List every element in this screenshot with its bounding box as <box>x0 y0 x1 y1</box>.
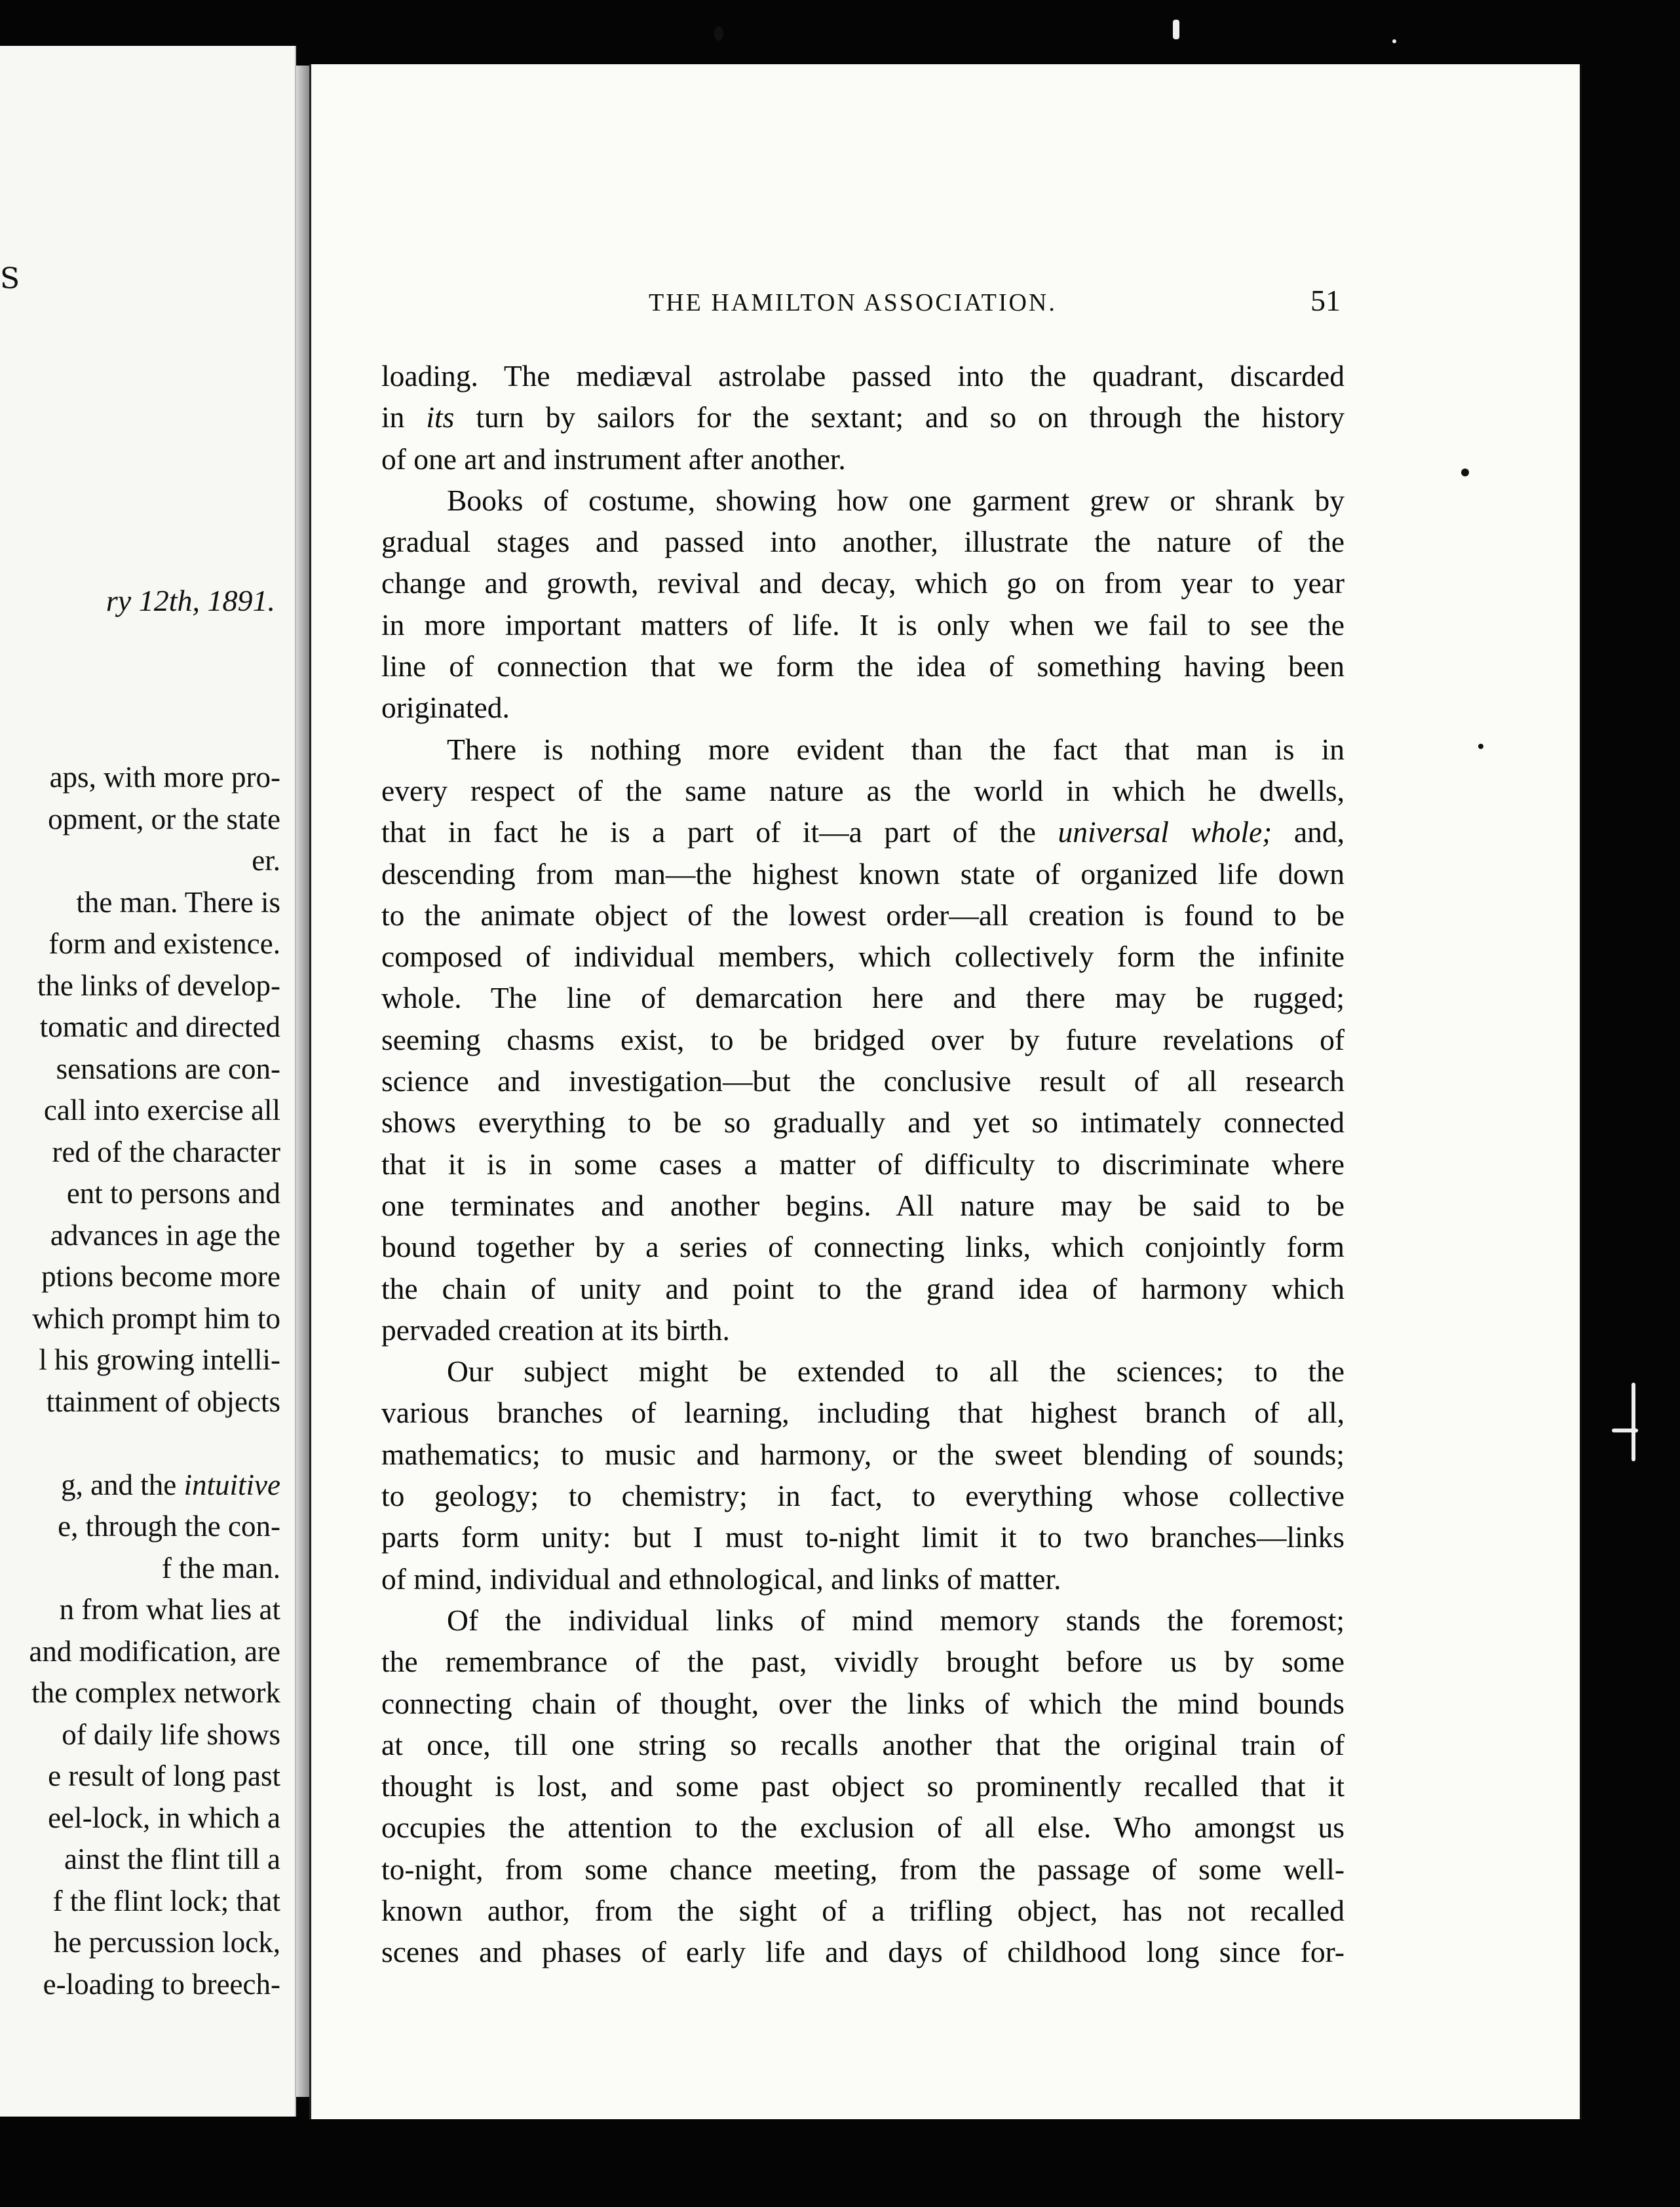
body-text-line: the remembrance of the past, vividly brought before us by some <box>381 1645 1345 1679</box>
page-number: 51 <box>1310 284 1341 317</box>
left-text-line: the complex network <box>31 1676 280 1709</box>
body-text-line: to the animate object of the lowest order—all creation is found to be <box>381 898 1345 932</box>
body-text-line <box>381 811 1345 853</box>
left-text-line: and modification, are <box>29 1634 280 1668</box>
body-text-line: parts form unity: but I must to-night limit it to two branches—links <box>381 1520 1345 1554</box>
body-text-line: pervaded creation at its birth. <box>381 1313 730 1347</box>
body-text-line: descending from man—the highest known state of organized life down <box>381 856 1345 891</box>
left-text-line: f the man. <box>161 1551 280 1584</box>
left-text-line: e, through the con- <box>58 1510 280 1543</box>
left-page-fragment <box>0 46 296 2117</box>
left-text-line: er. <box>252 844 280 877</box>
body-text-line: occupies the attention to the exclusion of all else. Who amongst us <box>381 1811 1345 1845</box>
left-text-line: n from what lies at <box>59 1593 280 1626</box>
body-text-line: every respect of the same nature as the world in which he dwells, <box>381 773 1345 807</box>
left-text-line: call into exercise all <box>43 1094 280 1126</box>
scan-speck <box>1173 20 1179 39</box>
left-text-line: e-loading to breech- <box>43 1967 280 2001</box>
body-text-line: to-night, from some chance meeting, from the passage of some well- <box>381 1852 1345 1886</box>
left-text-line: l his growing intelli- <box>39 1343 280 1376</box>
body-text-line: in more important matters of life. It is only when we fail to see the <box>381 607 1345 642</box>
body-text-segment: and, <box>1272 815 1345 849</box>
body-text-line: There is nothing more evident than the fact that man is in <box>447 732 1345 766</box>
body-text-line: the chain of unity and point to the grand idea of harmony which <box>381 1271 1345 1305</box>
body-text-line: one terminates and another begins. All nature may be said to be <box>381 1188 1345 1222</box>
left-italic-word: intuitive <box>183 1468 280 1501</box>
left-text-line: which prompt him to <box>32 1301 280 1335</box>
body-text-line: that it is in some cases a matter of difficulty to discriminate where <box>381 1147 1345 1181</box>
left-text-line: aps, with more pro- <box>49 761 280 794</box>
body-italic-phrase: its <box>426 400 455 434</box>
body-text-line: originated. <box>381 691 510 725</box>
left-text-line: red of the character <box>52 1135 280 1168</box>
left-text-line: ptions become more <box>41 1260 280 1293</box>
left-text-line: e result of long past <box>48 1759 280 1792</box>
left-running-head-fragment: S <box>0 262 20 296</box>
body-text-line: gradual stages and passed into another, illustrate the nature of the <box>381 525 1345 559</box>
left-text-line: ent to persons and <box>66 1177 280 1210</box>
body-text-line <box>381 396 1345 438</box>
body-text-line: change and growth, revival and decay, which go on from year to year <box>381 566 1345 600</box>
scan-speck <box>714 26 723 41</box>
left-text-line: sensations are con- <box>56 1052 280 1085</box>
left-text-line: he percussion lock, <box>53 1926 280 1959</box>
left-text-line: opment, or the state <box>48 802 280 835</box>
body-text-line: Of the individual links of mind memory stands the foremost; <box>447 1603 1345 1637</box>
left-text-line: the man. There is <box>76 885 280 919</box>
body-text-line: at once, till one string so recalls another that the original train of <box>381 1727 1345 1761</box>
left-text-line: form and existence. <box>48 927 280 960</box>
body-text-line: of mind, individual and ethnological, and links of matter. <box>381 1562 1061 1596</box>
body-text-line: science and investigation—but the conclusive result of all research <box>381 1064 1345 1098</box>
body-text-line: scenes and phases of early life and days of childhood long since for- <box>381 1935 1345 1969</box>
body-text-line: Books of costume, showing how one garment grew or shrank by <box>447 483 1345 517</box>
body-text-line: known author, from the sight of a trifling object, has not recalled <box>381 1893 1345 1927</box>
body-text-segment: that in fact he is a part of it—a part of the <box>381 815 1058 849</box>
body-text-line: various branches of learning, including that highest branch of all, <box>381 1396 1345 1430</box>
body-text-line: whole. The line of demarcation here and there may be rugged; <box>381 981 1345 1015</box>
left-text-line-span: g, and the <box>61 1468 177 1501</box>
scan-speck <box>1632 1383 1635 1461</box>
body-text-line: composed of individual members, which collectively form the infinite <box>381 940 1345 974</box>
body-text-segment: turn by sailors for the sextant; and so on through the history <box>454 400 1345 434</box>
body-text-line: mathematics; to music and harmony, or the sweet blending of sounds; <box>381 1437 1345 1471</box>
scan-speck <box>1461 469 1469 476</box>
body-text <box>381 355 1345 1973</box>
left-text-line: tomatic and directed <box>39 1010 280 1043</box>
left-text-line: f the flint lock; that <box>52 1884 280 1917</box>
body-text-line: connecting chain of thought, over the links of which the mind bounds <box>381 1686 1345 1720</box>
body-text-line: Our subject might be extended to all the sciences; to the <box>447 1354 1345 1389</box>
body-text-line: of one art and instrument after another. <box>381 442 846 476</box>
body-text-line: shows everything to be so gradually and yet so intimately connected <box>381 1105 1345 1140</box>
left-text-line: eel-lock, in which a <box>48 1801 280 1834</box>
left-text-line: ainst the flint till a <box>64 1843 280 1875</box>
left-date-fragment: ry 12th, 1891. <box>105 584 275 617</box>
body-italic-phrase: universal whole; <box>1058 815 1272 849</box>
body-text-segment: in <box>381 400 427 434</box>
body-text-line: bound together by a series of connecting links, which conjointly form <box>381 1230 1345 1264</box>
body-text-line: seeming chasms exist, to be bridged over by future revelations of <box>381 1022 1345 1056</box>
left-text-line: ttainment of objects <box>46 1385 280 1418</box>
scan-speck <box>1478 744 1483 749</box>
left-text-line: the links of develop- <box>37 969 280 1002</box>
left-text-line <box>29 1465 280 1507</box>
scan-speck <box>1392 39 1396 43</box>
left-text-lines <box>29 757 280 2005</box>
body-text-line: thought is lost, and some past object so prominently recalled that it <box>381 1769 1345 1803</box>
body-text-line: to geology; to chemistry; in fact, to everything whose collective <box>381 1479 1345 1513</box>
body-text-line: line of connection that we form the idea of something having been <box>381 649 1345 683</box>
running-head: THE HAMILTON ASSOCIATION. <box>649 289 1057 317</box>
left-text-line: of daily life shows <box>62 1718 280 1751</box>
scan-speck <box>1612 1429 1638 1432</box>
body-text-line: loading. The mediæval astrolabe passed into the quadrant, discarded <box>381 359 1345 393</box>
left-text-line: advances in age the <box>50 1218 280 1252</box>
